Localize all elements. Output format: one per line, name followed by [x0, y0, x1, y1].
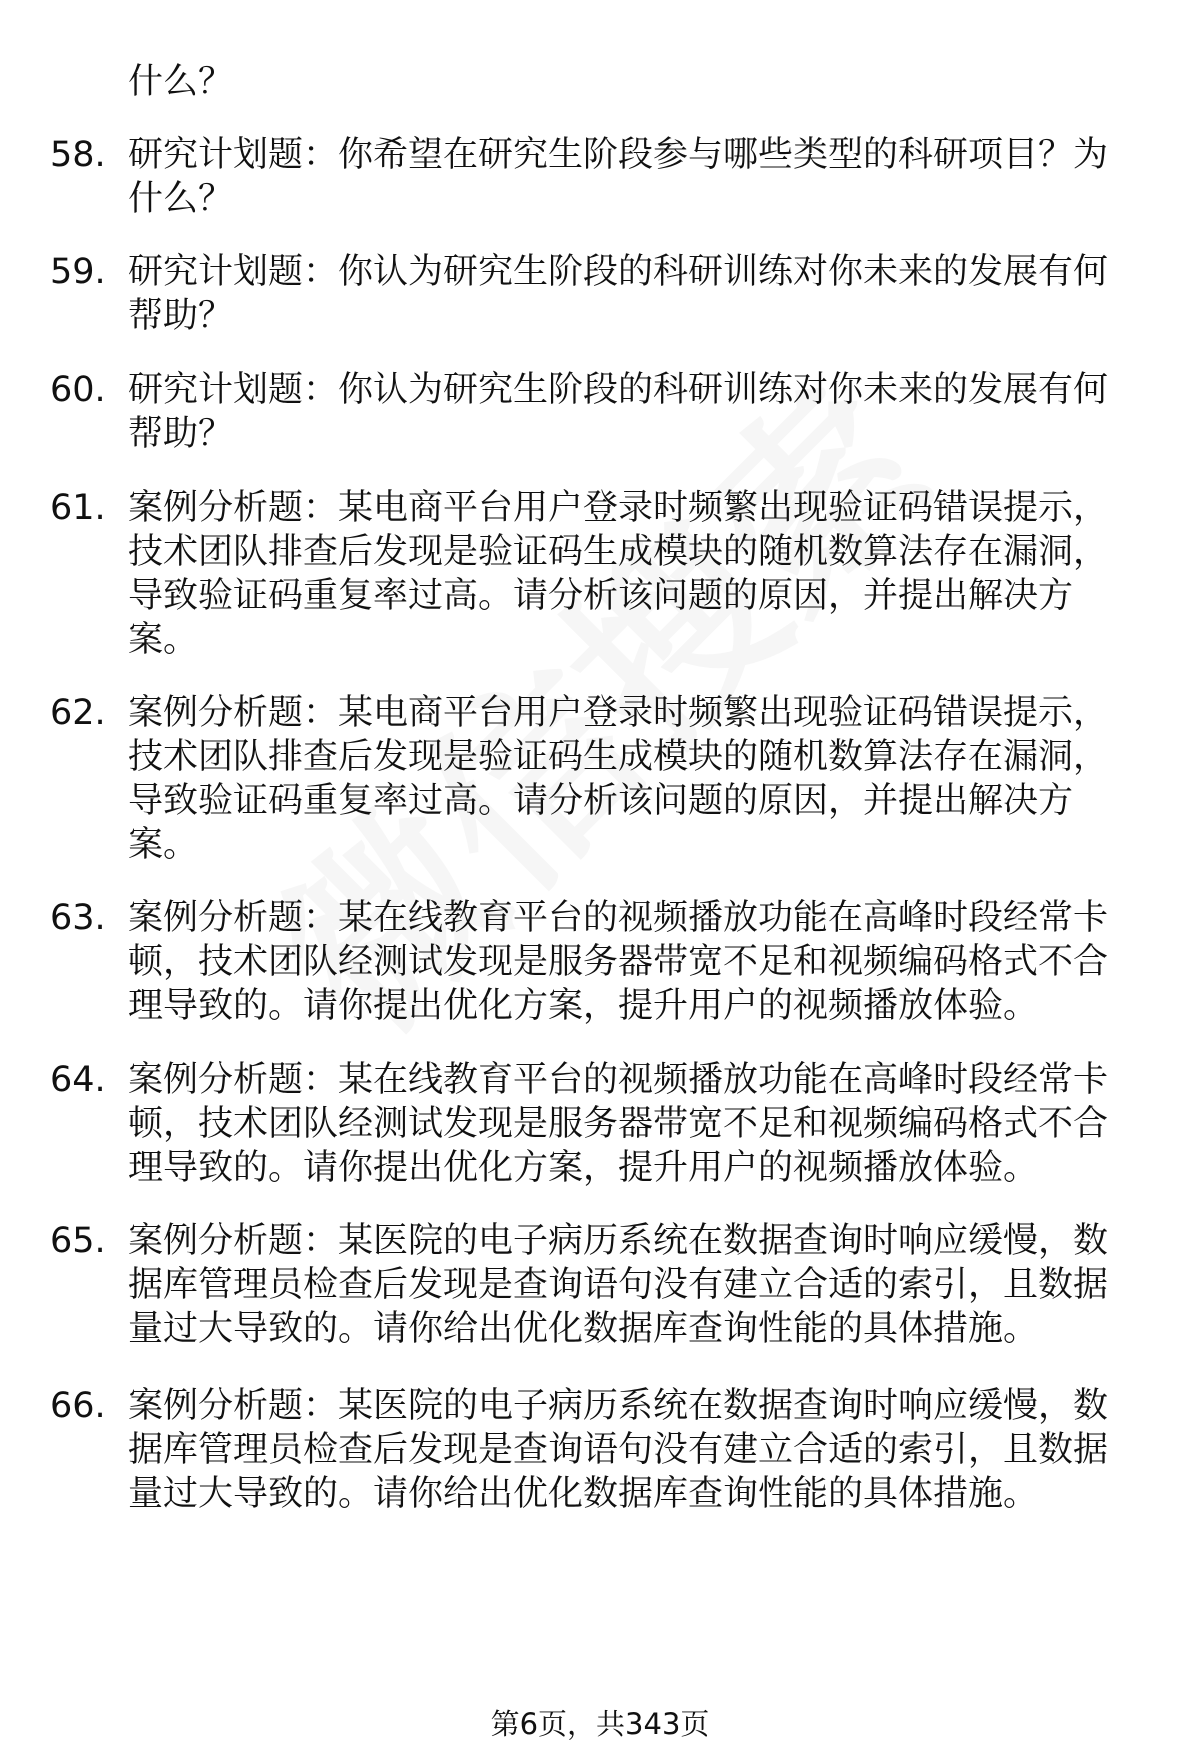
- question-number: 59.: [50, 252, 106, 292]
- question-number: 61.: [50, 488, 106, 528]
- question-line: 理导致的。请你提出优化方案，提升用户的视频播放体验。: [128, 1148, 1039, 1188]
- question-number: 62.: [50, 693, 106, 733]
- question-line: 导致验证码重复率过高。请分析该问题的原因，并提出解决方: [128, 576, 1074, 616]
- question-line: 案例分析题：某电商平台用户登录时频繁出现验证码错误提示，: [128, 488, 1109, 528]
- question-line: 案例分析题：某电商平台用户登录时频繁出现验证码错误提示，: [128, 693, 1109, 733]
- question-line: 顿，技术团队经测试发现是服务器带宽不足和视频编码格式不合: [128, 942, 1109, 982]
- question-number: 58.: [50, 135, 106, 175]
- question-line: 量过大导致的。请你给出优化数据库查询性能的具体措施。: [128, 1309, 1039, 1349]
- question-number: 63.: [50, 898, 106, 938]
- question-line: 研究计划题：你认为研究生阶段的科研训练对你未来的发展有何: [128, 252, 1109, 292]
- question-line: 顿，技术团队经测试发现是服务器带宽不足和视频编码格式不合: [128, 1104, 1109, 1144]
- question-number: 66.: [50, 1386, 106, 1426]
- question-number: 60.: [50, 370, 106, 410]
- question-line: 什么？: [128, 62, 234, 102]
- question-line: 研究计划题：你认为研究生阶段的科研训练对你未来的发展有何: [128, 370, 1109, 410]
- question-line: 理导致的。请你提出优化方案，提升用户的视频播放体验。: [128, 986, 1039, 1026]
- question-line: 据库管理员检查后发现是查询语句没有建立合适的索引，且数据: [128, 1265, 1109, 1305]
- question-line: 据库管理员检查后发现是查询语句没有建立合适的索引，且数据: [128, 1430, 1109, 1470]
- question-line: 技术团队排查后发现是验证码生成模块的随机数算法存在漏洞，: [128, 532, 1109, 572]
- page-footer: 第6页，共343页: [490, 1707, 710, 1741]
- question-line: 导致验证码重复率过高。请分析该问题的原因，并提出解决方: [128, 781, 1074, 821]
- question-line: 案例分析题：某医院的电子病历系统在数据查询时响应缓慢，数: [128, 1221, 1109, 1261]
- question-line: 什么？: [128, 179, 234, 219]
- question-line: 案例分析题：某在线教育平台的视频播放功能在高峰时段经常卡: [128, 898, 1109, 938]
- question-line: 技术团队排查后发现是验证码生成模块的随机数算法存在漏洞，: [128, 737, 1109, 777]
- question-number: 65.: [50, 1221, 106, 1261]
- question-line: 案。: [128, 620, 199, 660]
- question-number: 64.: [50, 1060, 106, 1100]
- question-line: 研究计划题：你希望在研究生阶段参与哪些类型的科研项目？为: [128, 135, 1109, 175]
- question-line: 案例分析题：某在线教育平台的视频播放功能在高峰时段经常卡: [128, 1060, 1109, 1100]
- question-line: 案。: [128, 825, 199, 865]
- question-line: 量过大导致的。请你给出优化数据库查询性能的具体措施。: [128, 1474, 1039, 1514]
- question-line: 帮助？: [128, 414, 234, 454]
- question-line: 案例分析题：某医院的电子病历系统在数据查询时响应缓慢，数: [128, 1386, 1109, 1426]
- question-line: 帮助？: [128, 296, 234, 336]
